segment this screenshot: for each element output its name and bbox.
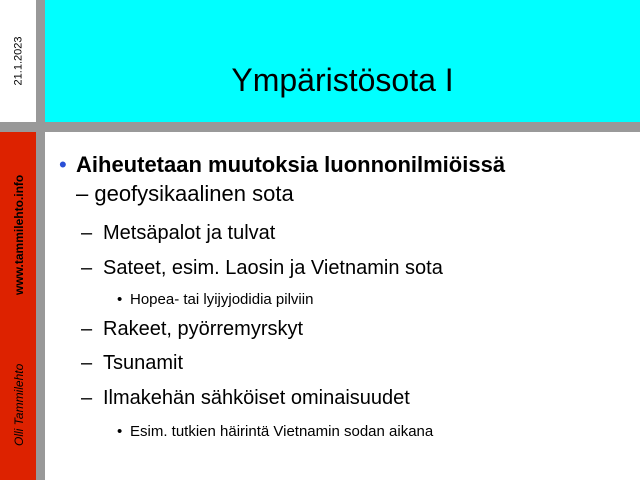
slide-content <box>45 132 640 480</box>
sidebar-url: www.tammilehto.info <box>12 174 26 295</box>
main-bullet-bold: Aiheutetaan muutoksia luonnonilmiöissä <box>76 152 506 177</box>
list-item-text: Rakeet, pyörremyrskyt <box>103 318 304 340</box>
slide-date <box>2 0 34 122</box>
dash-icon: – <box>81 318 93 340</box>
date-text: 21.1.2023 <box>12 36 24 86</box>
bullet-dot-icon: • <box>59 152 67 177</box>
sub-list-item-text: Hopea- tai lyijyjodidia pilviin <box>130 291 314 308</box>
dash-icon: – <box>81 222 93 244</box>
list-item-text: Tsunamit <box>103 352 184 374</box>
dash-icon: – <box>81 257 93 279</box>
dash-icon: – <box>81 352 93 374</box>
bullet-dot-icon: • <box>117 423 123 440</box>
list-item-text: Ilmakehän sähköiset ominaisuudet <box>103 387 410 409</box>
dash-icon: – <box>81 387 93 409</box>
slide-title: Ympäristösota I <box>231 62 454 98</box>
horizontal-divider <box>0 122 640 132</box>
list-item-text: Metsäpalot ja tulvat <box>103 222 276 244</box>
vertical-divider <box>36 0 45 480</box>
list-item-text: Sateet, esim. Laosin ja Vietnamin sota <box>103 257 443 279</box>
sidebar-author: Olli Tammilehto <box>12 363 26 446</box>
bullet-dot-icon: • <box>117 291 123 308</box>
sub-list-item-text: Esim. tutkien häirintä Vietnamin sodan aikana <box>130 423 434 440</box>
main-bullet-rest: – geofysikaalinen sota <box>76 181 294 206</box>
